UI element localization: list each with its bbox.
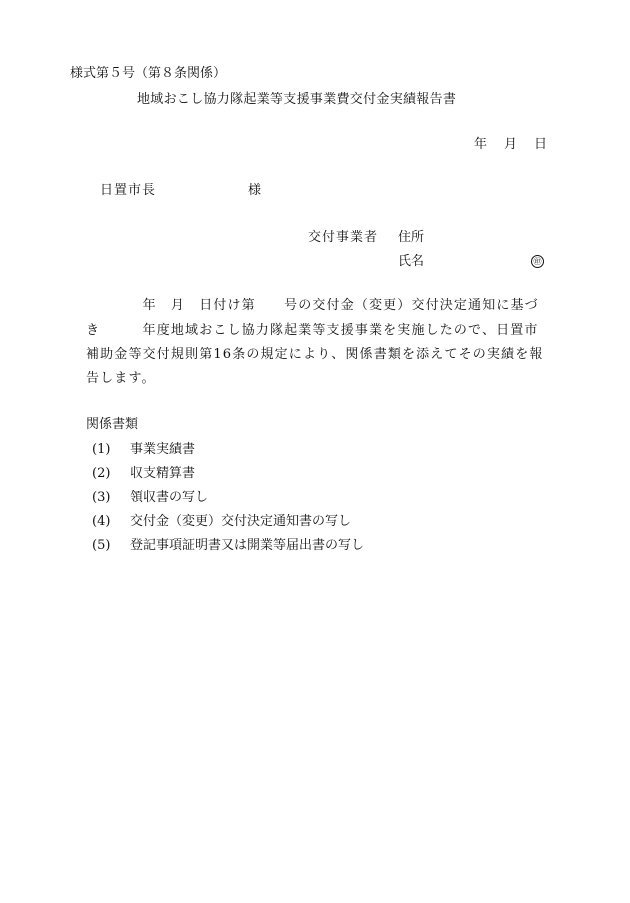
body-line: 年 月 日付け第 号の交付金（変更）交付決定通知に基づ bbox=[86, 298, 539, 313]
list-item bbox=[92, 515, 351, 528]
item-number: (3) bbox=[92, 490, 111, 505]
item-text: 交付金（変更）交付決定通知書の写し bbox=[130, 514, 352, 529]
applicant-name-label: 氏名 bbox=[398, 254, 425, 269]
item-number: (1) bbox=[92, 442, 111, 457]
body-line: き 年度地域おこし協力隊起業等支援事業を実施したので、日置市 bbox=[86, 323, 539, 338]
item-number: (2) bbox=[92, 466, 111, 481]
form-number: 様式第５号（第８条関係） bbox=[70, 66, 227, 81]
item-number: (5) bbox=[92, 538, 111, 553]
applicant-address-label: 住所 bbox=[398, 230, 425, 245]
item-text: 登記事項証明書又は開業等届出書の写し bbox=[130, 538, 365, 553]
item-text: 収支精算書 bbox=[130, 466, 196, 481]
document-title: 地域おこし協力隊起業等支援事業費交付金実績報告書 bbox=[137, 92, 457, 107]
seal-mark bbox=[531, 255, 544, 268]
date-line: 年 月 日 bbox=[474, 137, 550, 152]
list-item bbox=[92, 467, 195, 480]
body-line: 告します。 bbox=[86, 371, 156, 386]
seal-icon: ㊞ bbox=[531, 255, 544, 268]
addressee-name: 日置市長 bbox=[100, 183, 157, 198]
applicant-role: 交付事業者 bbox=[308, 230, 379, 245]
list-item bbox=[92, 491, 208, 504]
item-text: 事業実績書 bbox=[130, 442, 196, 457]
item-text: 領収書の写し bbox=[130, 490, 209, 505]
list-item bbox=[92, 539, 364, 552]
body-line: 補助金等交付規則第16条の規定により、関係書類を添えてその実績を報 bbox=[86, 347, 544, 362]
list-item bbox=[92, 443, 195, 456]
documents-heading: 関係書類 bbox=[86, 417, 139, 432]
addressee-honorific: 様 bbox=[248, 183, 262, 198]
item-number: (4) bbox=[92, 514, 111, 529]
